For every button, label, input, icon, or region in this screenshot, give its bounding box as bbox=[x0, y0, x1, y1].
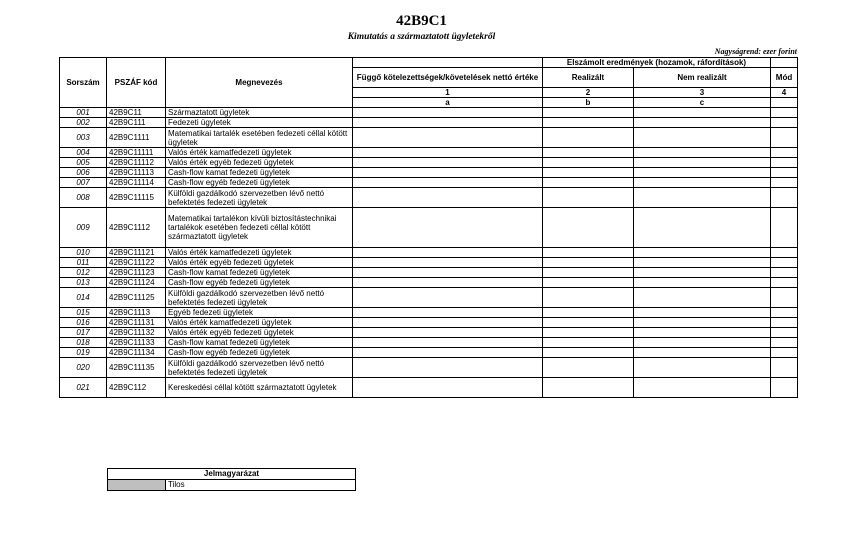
value-cell-fuggo[interactable] bbox=[353, 268, 543, 278]
value-cell-nem-realizalt[interactable] bbox=[634, 308, 771, 318]
row-number: 018 bbox=[60, 338, 107, 348]
row-name: Külföldi gazdálkodó szervezetben lévő nettó befektetés fedezeti ügyletek bbox=[166, 288, 353, 308]
value-cell-nem-realizalt[interactable] bbox=[634, 338, 771, 348]
value-cell-nem-realizalt[interactable] bbox=[634, 148, 771, 158]
col-letter-c: c bbox=[634, 98, 771, 108]
value-cell-realizalt[interactable] bbox=[543, 118, 634, 128]
row-number: 014 bbox=[60, 288, 107, 308]
row-pszaf-code: 42B9C11125 bbox=[107, 288, 166, 308]
row-name: Külföldi gazdálkodó szervezetben lévő nettó befektetés fedezeti ügyletek bbox=[166, 358, 353, 378]
value-cell-fuggo[interactable] bbox=[353, 338, 543, 348]
table-row bbox=[60, 288, 798, 308]
row-pszaf-code: 42B9C11122 bbox=[107, 258, 166, 268]
value-cell-mod[interactable] bbox=[771, 208, 798, 248]
row-number: 008 bbox=[60, 188, 107, 208]
legend-title: Jelmagyarázat bbox=[108, 469, 356, 480]
row-number: 021 bbox=[60, 378, 107, 398]
row-name: Cash-flow egyéb fedezeti ügyletek bbox=[166, 278, 353, 288]
value-cell-realizalt[interactable] bbox=[543, 268, 634, 278]
value-cell-nem-realizalt[interactable] bbox=[634, 248, 771, 258]
col-number-3: 3 bbox=[634, 88, 771, 98]
value-cell-realizalt[interactable] bbox=[543, 248, 634, 258]
row-name: Cash-flow kamat fedezeti ügyletek bbox=[166, 338, 353, 348]
row-number: 003 bbox=[60, 128, 107, 148]
row-name: Cash-flow kamat fedezeti ügyletek bbox=[166, 168, 353, 178]
value-cell-fuggo[interactable] bbox=[353, 128, 543, 148]
row-pszaf-code: 42B9C111 bbox=[107, 118, 166, 128]
form-code-title: 42B9C1 bbox=[396, 13, 447, 29]
col-letter-empty bbox=[771, 98, 798, 108]
row-pszaf-code: 42B9C1113 bbox=[107, 308, 166, 318]
value-cell-realizalt[interactable] bbox=[543, 288, 634, 308]
value-cell-mod[interactable] bbox=[771, 148, 798, 158]
value-cell-realizalt[interactable] bbox=[543, 178, 634, 188]
row-name: Cash-flow egyéb fedezeti ügyletek bbox=[166, 178, 353, 188]
col-header-empty-mod-top bbox=[771, 58, 798, 68]
unit-note: Nagyságrend: ezer forint bbox=[714, 47, 797, 56]
value-cell-nem-realizalt[interactable] bbox=[634, 208, 771, 248]
col-number-4: 4 bbox=[771, 88, 798, 98]
row-pszaf-code: 42B9C11123 bbox=[107, 268, 166, 278]
row-number: 005 bbox=[60, 158, 107, 168]
row-pszaf-code: 42B9C11121 bbox=[107, 248, 166, 258]
value-cell-fuggo[interactable] bbox=[353, 318, 543, 328]
value-cell-nem-realizalt[interactable] bbox=[634, 328, 771, 338]
table-row bbox=[60, 168, 798, 178]
value-cell-fuggo[interactable] bbox=[353, 328, 543, 338]
row-number: 013 bbox=[60, 278, 107, 288]
value-cell-realizalt[interactable] bbox=[543, 348, 634, 358]
row-pszaf-code: 42B9C1112 bbox=[107, 208, 166, 248]
value-cell-fuggo[interactable] bbox=[353, 148, 543, 158]
value-cell-mod[interactable] bbox=[771, 348, 798, 358]
value-cell-mod[interactable] bbox=[771, 328, 798, 338]
value-cell-mod[interactable] bbox=[771, 288, 798, 308]
row-pszaf-code: 42B9C11115 bbox=[107, 188, 166, 208]
value-cell-fuggo[interactable] bbox=[353, 378, 543, 398]
col-header-pszaf-kod: PSZÁF kód bbox=[107, 58, 166, 108]
row-pszaf-code: 42B9C11135 bbox=[107, 358, 166, 378]
value-cell-fuggo[interactable] bbox=[353, 168, 543, 178]
table-row bbox=[60, 188, 798, 208]
value-cell-mod[interactable] bbox=[771, 108, 798, 118]
row-name: Matematikai tartalék esetében fedezeti céllal kötött ügyletek bbox=[166, 128, 353, 148]
value-cell-nem-realizalt[interactable] bbox=[634, 288, 771, 308]
table-row bbox=[60, 158, 798, 168]
value-cell-realizalt[interactable] bbox=[543, 108, 634, 118]
value-cell-realizalt[interactable] bbox=[543, 148, 634, 158]
value-cell-fuggo[interactable] bbox=[353, 348, 543, 358]
row-number: 002 bbox=[60, 118, 107, 128]
row-pszaf-code: 42B9C112 bbox=[107, 378, 166, 398]
value-cell-mod[interactable] bbox=[771, 248, 798, 258]
value-cell-fuggo[interactable] bbox=[353, 178, 543, 188]
row-number: 019 bbox=[60, 348, 107, 358]
value-cell-realizalt[interactable] bbox=[543, 318, 634, 328]
row-name: Valós érték egyéb fedezeti ügyletek bbox=[166, 258, 353, 268]
row-name: Cash-flow kamat fedezeti ügyletek bbox=[166, 268, 353, 278]
value-cell-fuggo[interactable] bbox=[353, 258, 543, 268]
row-name: Valós érték kamatfedezeti ügyletek bbox=[166, 248, 353, 258]
table-row bbox=[60, 148, 798, 158]
value-cell-fuggo[interactable] bbox=[353, 278, 543, 288]
table-row bbox=[60, 318, 798, 328]
row-name: Valós érték egyéb fedezeti ügyletek bbox=[166, 328, 353, 338]
col-header-realizalt: Realizált bbox=[543, 68, 634, 88]
row-pszaf-code: 42B9C11 bbox=[107, 108, 166, 118]
row-name: Fedezeti ügyletek bbox=[166, 118, 353, 128]
row-pszaf-code: 42B9C11113 bbox=[107, 168, 166, 178]
col-header-sorszam: Sorszám bbox=[60, 58, 107, 108]
value-cell-mod[interactable] bbox=[771, 358, 798, 378]
row-pszaf-code: 42B9C11124 bbox=[107, 278, 166, 288]
value-cell-fuggo[interactable] bbox=[353, 188, 543, 208]
value-cell-fuggo[interactable] bbox=[353, 308, 543, 318]
row-number: 017 bbox=[60, 328, 107, 338]
table-row bbox=[60, 128, 798, 148]
value-cell-mod[interactable] bbox=[771, 188, 798, 208]
value-cell-realizalt[interactable] bbox=[543, 278, 634, 288]
value-cell-nem-realizalt[interactable] bbox=[634, 128, 771, 148]
value-cell-fuggo[interactable] bbox=[353, 118, 543, 128]
row-pszaf-code: 42B9C11132 bbox=[107, 328, 166, 338]
value-cell-fuggo[interactable] bbox=[353, 288, 543, 308]
value-cell-nem-realizalt[interactable] bbox=[634, 178, 771, 188]
value-cell-nem-realizalt[interactable] bbox=[634, 278, 771, 288]
form-subtitle: Kimutatás a származtatott ügyletekről bbox=[347, 32, 496, 42]
table-row bbox=[60, 178, 798, 188]
value-cell-mod[interactable] bbox=[771, 318, 798, 328]
value-cell-fuggo[interactable] bbox=[353, 358, 543, 378]
value-cell-realizalt[interactable] bbox=[543, 338, 634, 348]
table-row bbox=[60, 338, 798, 348]
value-cell-fuggo[interactable] bbox=[353, 248, 543, 258]
value-cell-realizalt[interactable] bbox=[543, 188, 634, 208]
table-row bbox=[60, 378, 798, 398]
table-row bbox=[60, 348, 798, 358]
value-cell-realizalt[interactable] bbox=[543, 168, 634, 178]
col-header-empty-top bbox=[353, 58, 543, 68]
row-pszaf-code: 42B9C11133 bbox=[107, 338, 166, 348]
col-letter-a: a bbox=[353, 98, 543, 108]
row-number: 007 bbox=[60, 178, 107, 188]
value-cell-realizalt[interactable] bbox=[543, 328, 634, 338]
row-pszaf-code: 42B9C1111 bbox=[107, 128, 166, 148]
value-cell-nem-realizalt[interactable] bbox=[634, 318, 771, 328]
value-cell-nem-realizalt[interactable] bbox=[634, 358, 771, 378]
table-row bbox=[60, 248, 798, 258]
row-number: 015 bbox=[60, 308, 107, 318]
value-cell-realizalt[interactable] bbox=[543, 128, 634, 148]
legend-forbidden-label: Tilos bbox=[166, 480, 356, 491]
table-row bbox=[60, 118, 798, 128]
value-cell-mod[interactable] bbox=[771, 128, 798, 148]
value-cell-realizalt[interactable] bbox=[543, 258, 634, 268]
value-cell-nem-realizalt[interactable] bbox=[634, 168, 771, 178]
legend-forbidden-swatch bbox=[108, 480, 166, 491]
value-cell-mod[interactable] bbox=[771, 258, 798, 268]
row-name: Valós érték egyéb fedezeti ügyletek bbox=[166, 158, 353, 168]
col-header-megnevezes: Megnevezés bbox=[166, 58, 353, 108]
value-cell-mod[interactable] bbox=[771, 268, 798, 278]
row-name: Származtatott ügyletek bbox=[166, 108, 353, 118]
value-cell-realizalt[interactable] bbox=[543, 158, 634, 168]
table-row bbox=[60, 278, 798, 288]
row-name: Valós érték kamatfedezeti ügyletek bbox=[166, 148, 353, 158]
value-cell-nem-realizalt[interactable] bbox=[634, 268, 771, 278]
value-cell-realizalt[interactable] bbox=[543, 378, 634, 398]
table-row bbox=[60, 308, 798, 318]
row-number: 020 bbox=[60, 358, 107, 378]
row-number: 012 bbox=[60, 268, 107, 278]
value-cell-mod[interactable] bbox=[771, 278, 798, 288]
value-cell-mod[interactable] bbox=[771, 158, 798, 168]
value-cell-fuggo[interactable] bbox=[353, 108, 543, 118]
value-cell-fuggo[interactable] bbox=[353, 158, 543, 168]
col-number-1: 1 bbox=[353, 88, 543, 98]
row-name: Külföldi gazdálkodó szervezetben lévő nettó befektetés fedezeti ügyletek bbox=[166, 188, 353, 208]
legend-table bbox=[107, 468, 356, 491]
row-pszaf-code: 42B9C11134 bbox=[107, 348, 166, 358]
value-cell-mod[interactable] bbox=[771, 378, 798, 398]
value-cell-nem-realizalt[interactable] bbox=[634, 158, 771, 168]
row-pszaf-code: 42B9C11111 bbox=[107, 148, 166, 158]
col-number-2: 2 bbox=[543, 88, 634, 98]
value-cell-mod[interactable] bbox=[771, 118, 798, 128]
table-row bbox=[60, 268, 798, 278]
table-row bbox=[60, 108, 798, 118]
col-header-nem-realizalt: Nem realizált bbox=[634, 68, 771, 88]
value-cell-mod[interactable] bbox=[771, 178, 798, 188]
value-cell-nem-realizalt[interactable] bbox=[634, 108, 771, 118]
value-cell-realizalt[interactable] bbox=[543, 358, 634, 378]
value-cell-nem-realizalt[interactable] bbox=[634, 348, 771, 358]
table-row bbox=[60, 328, 798, 338]
row-number: 016 bbox=[60, 318, 107, 328]
value-cell-nem-realizalt[interactable] bbox=[634, 118, 771, 128]
value-cell-mod[interactable] bbox=[771, 168, 798, 178]
col-header-elszamolt: Elszámolt eredmények (hozamok, ráfordítások) bbox=[543, 58, 771, 68]
table-row bbox=[60, 208, 798, 248]
row-name: Kereskedési céllal kötött származtatott ügyletek bbox=[166, 378, 353, 398]
row-number: 011 bbox=[60, 258, 107, 268]
row-number: 004 bbox=[60, 148, 107, 158]
value-cell-nem-realizalt[interactable] bbox=[634, 378, 771, 398]
row-pszaf-code: 42B9C11131 bbox=[107, 318, 166, 328]
table-row bbox=[60, 258, 798, 268]
row-number: 010 bbox=[60, 248, 107, 258]
row-name: Valós érték kamatfedezeti ügyletek bbox=[166, 318, 353, 328]
row-number: 006 bbox=[60, 168, 107, 178]
col-header-fuggo: Függő kötelezettségek/követelések nettó értéke bbox=[353, 68, 543, 88]
value-cell-nem-realizalt[interactable] bbox=[634, 258, 771, 268]
value-cell-nem-realizalt[interactable] bbox=[634, 188, 771, 208]
row-name: Egyéb fedezeti ügyletek bbox=[166, 308, 353, 318]
row-pszaf-code: 42B9C11112 bbox=[107, 158, 166, 168]
row-name: Cash-flow egyéb fedezeti ügyletek bbox=[166, 348, 353, 358]
col-letter-b: b bbox=[543, 98, 634, 108]
value-cell-realizalt[interactable] bbox=[543, 208, 634, 248]
row-pszaf-code: 42B9C11114 bbox=[107, 178, 166, 188]
row-number: 009 bbox=[60, 208, 107, 248]
value-cell-realizalt[interactable] bbox=[543, 308, 634, 318]
table-row bbox=[60, 358, 798, 378]
value-cell-fuggo[interactable] bbox=[353, 208, 543, 248]
value-cell-mod[interactable] bbox=[771, 338, 798, 348]
value-cell-mod[interactable] bbox=[771, 308, 798, 318]
row-number: 001 bbox=[60, 108, 107, 118]
row-name: Matematikai tartalékon kívüli biztosítástechnikai tartalékok esetében fedezeti céllal kötött származtatott ügyletek bbox=[166, 208, 353, 248]
col-header-mod: Mód bbox=[771, 68, 798, 88]
derivatives-table bbox=[59, 57, 798, 398]
